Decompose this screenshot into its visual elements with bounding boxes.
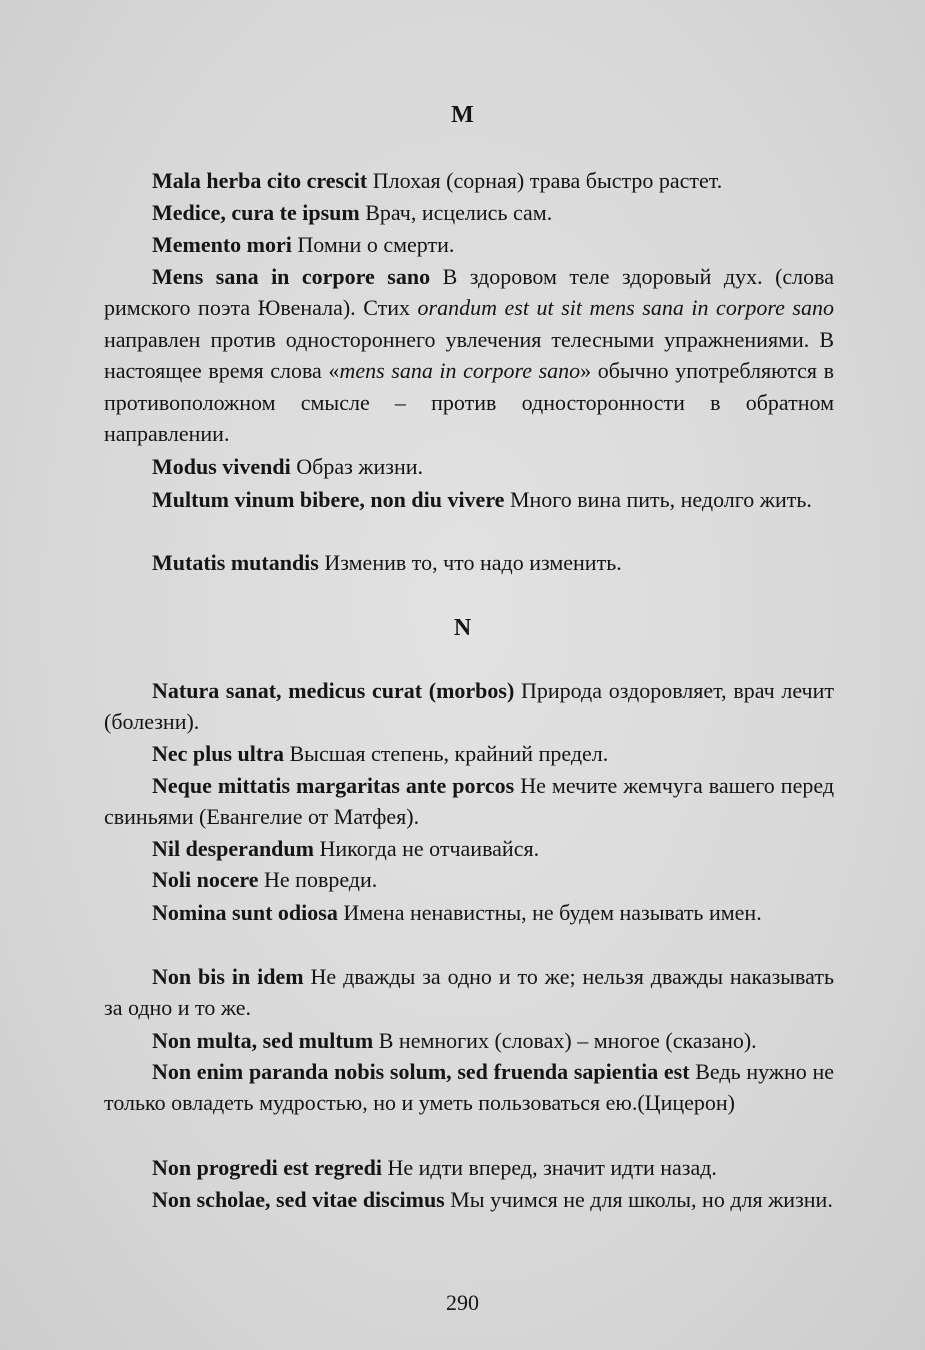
entry-translation-end: » обычно употребляются в противоположном смысле – против односторонности в обратном направлении. [104, 358, 834, 447]
entry-multum-vinum [104, 484, 834, 515]
entry-mala-herba [104, 165, 834, 196]
entry-memento-mori [104, 229, 834, 260]
section-heading-m: M [451, 102, 474, 128]
entry-latin: Memento mori [152, 232, 292, 257]
entry-non-scholae [104, 1184, 834, 1215]
page-number: 290 [446, 1290, 479, 1315]
entry-nil-desperandum [104, 833, 834, 864]
entry-translation: Ведь нужно не только овладеть мудростью, но и уметь пользоваться ею.(Цицерон) [104, 1059, 834, 1116]
entry-natura-sanat [104, 675, 834, 738]
entry-latin: Modus vivendi [152, 454, 291, 479]
entry-translation: Имена ненавистны, не будем называть имен. [343, 900, 762, 925]
entry-non-multa [104, 1025, 834, 1056]
entry-latin: Multum vinum bibere, non diu vivere [152, 487, 505, 512]
entry-latin: Natura sanat, medicus curat (morbos) [152, 678, 515, 703]
entry-latin: Non enim paranda nobis solum, sed fruenda sapientia est [152, 1059, 690, 1084]
entry-neque-mittatis [104, 770, 834, 833]
entry-translation: Много вина пить, недолго жить. [509, 487, 812, 512]
entry-translation: Плохая (сорная) трава быстро растет. [372, 168, 723, 193]
entry-translation: Изменив то, что надо изменить. [324, 550, 622, 575]
entry-translation: В здоровом теле здоровый дух. (слова римского поэта Ювенала). Стих [104, 264, 835, 321]
entry-translation: Природа оздоровляет, врач лечит (болезни). [104, 678, 835, 735]
entry-translation: Никогда не отчаивайся. [319, 836, 540, 861]
entry-translation: Не мечите жемчуга вашего перед свиньями (Евангелие от Матфея). [104, 773, 835, 830]
entry-non-progredi [104, 1152, 834, 1183]
entry-translation: Не повреди. [264, 867, 378, 892]
entry-nec-plus-ultra [104, 738, 834, 769]
entry-translation: В немногих (словах) – многое (сказано). [378, 1028, 757, 1053]
entry-mens-sana [104, 261, 834, 449]
entry-latin: Non bis in idem [152, 964, 304, 989]
entry-latin: Non multa, sed multum [152, 1028, 374, 1053]
entry-translation: Высшая степень, крайний предел. [289, 741, 609, 766]
entry-translation-cont: направлен против одностороннего увлечения телесными упражнениями. В настоящее время слова « [104, 326, 834, 384]
entry-latin: Nomina sunt odiosa [152, 900, 338, 925]
entry-translation: Врач, исцелись сам. [365, 200, 553, 225]
entry-latin: Mala herba cito crescit [152, 168, 368, 193]
entry-latin: Nec plus ultra [152, 741, 284, 766]
entry-non-enim-paranda [104, 1056, 834, 1119]
entry-non-bis-in-idem [104, 961, 834, 1024]
entry-quote-italic: orandum est ut sit mens sana in corpore sano [417, 295, 834, 321]
entry-latin: Non progredi est regredi [152, 1155, 382, 1180]
entry-latin: Medice, cura te ipsum [152, 200, 360, 225]
entry-modus-vivendi [104, 451, 834, 482]
section-heading-n: N [453, 615, 472, 641]
entry-latin: Neque mittatis margaritas ante porcos [152, 773, 515, 798]
entry-quote-italic: mens sana in corpore sano [339, 358, 581, 384]
entry-latin: Nil desperandum [152, 836, 314, 861]
entry-latin: Noli nocere [152, 867, 259, 892]
entry-mutatis-mutandis [104, 547, 834, 578]
entry-noli-nocere [104, 864, 834, 895]
entry-medice [104, 197, 834, 228]
entry-nomina-sunt-odiosa [104, 897, 834, 928]
entry-translation: Мы учимся не для школы, но для жизни. [450, 1187, 833, 1212]
entry-latin: Mutatis mutandis [152, 550, 319, 575]
entry-translation: Помни о смерти. [297, 232, 455, 257]
entry-latin: Mens sana in corpore sano [152, 264, 431, 289]
entry-latin: Non scholae, sed vitae discimus [152, 1187, 445, 1212]
entry-translation: Не дважды за одно и то же; нельзя дважды наказывать за одно и то же. [104, 964, 834, 1021]
entry-translation: Образ жизни. [296, 454, 424, 479]
entry-translation: Не идти вперед, значит идти назад. [387, 1155, 717, 1180]
